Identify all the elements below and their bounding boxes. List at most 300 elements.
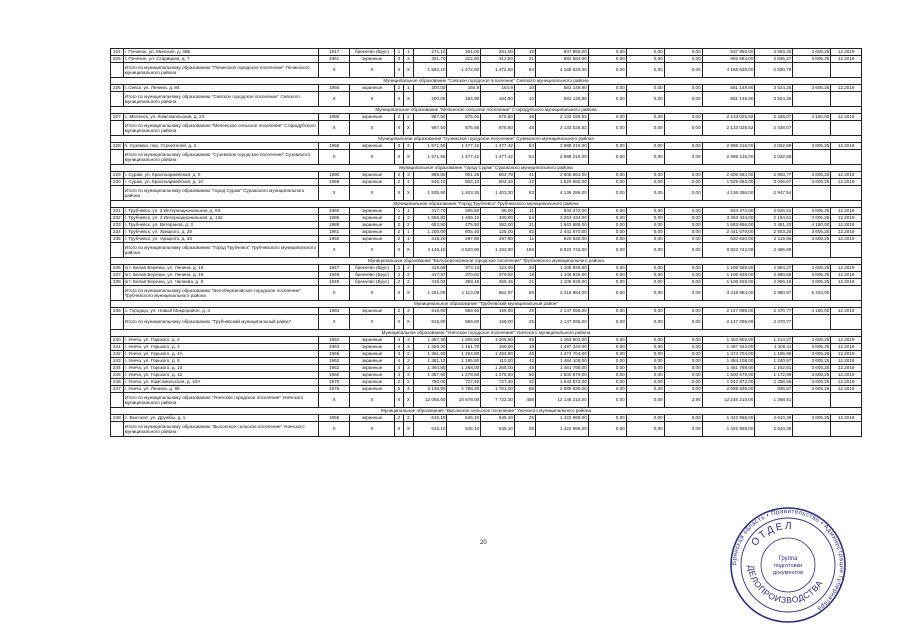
table-cell: 12.2019 [831, 85, 862, 92]
section-title: Муниципальное образование "Севское городское поселение" Севского муниципального района [111, 78, 862, 85]
table-cell: 0,00 [588, 49, 626, 56]
table-cell: 62 [514, 229, 535, 236]
table-cell: 0,00 [626, 265, 664, 272]
address-cell: г. Почечин, ул. Старицкая, д. 7 [123, 56, 318, 63]
table-cell: 0,00 [588, 186, 626, 201]
table-cell: 1963 [318, 344, 350, 351]
section-header-row [111, 165, 862, 172]
table-cell: 0,00 [664, 150, 702, 165]
table-cell: X [394, 315, 403, 330]
table-cell: 1 529 682,00 [536, 179, 589, 186]
table-cell: 2 470,77 [755, 308, 793, 315]
table-cell: X [404, 92, 413, 107]
table-cell: 0,00 [588, 279, 626, 286]
table-cell: экранные [350, 386, 394, 393]
table-cell: 0,00 [664, 379, 702, 386]
table-cell [831, 186, 862, 201]
table-cell: 20 [514, 265, 535, 272]
table-cell: 63 [514, 186, 535, 201]
table-cell: 12.2019 [831, 222, 862, 229]
table-cell: 5 [394, 386, 403, 393]
section-header-row [111, 107, 862, 114]
table-cell: X [318, 286, 350, 301]
table-cell: 0,00 [588, 344, 626, 351]
table-cell: экранные [350, 222, 394, 229]
table-cell: 0,00 [626, 272, 664, 279]
table-cell: 2 022,59 [755, 150, 793, 165]
table-cell: X [394, 286, 403, 301]
table-cell: 318,20 [413, 236, 447, 243]
table-cell: X [318, 393, 350, 408]
table-cell: брекчево (Брус) [350, 279, 394, 286]
table-cell: 3 605,25 [793, 85, 831, 92]
table-cell: 2 [404, 279, 413, 286]
table-cell: 1948 [318, 272, 350, 279]
table-cell [111, 63, 124, 78]
table-cell: 1 663 686,00 [536, 222, 589, 229]
table-cell: X [404, 315, 413, 330]
table-cell: 0,00 [626, 49, 664, 56]
table-cell: 1 193,80 [481, 243, 515, 258]
section-title: Муниципальное образование "Высокское сельское поселение" Унечского муниципального района [111, 408, 862, 415]
table-cell: 0,00 [626, 222, 664, 229]
section-title: Муниципальное образование "Белоберезковское городское поселение" Трубчевского муниципального района [111, 258, 862, 265]
table-cell: 58,00 [481, 208, 515, 215]
table-cell: 0,00 [626, 179, 664, 186]
table-cell: 19 [514, 344, 535, 351]
table-cell: 10 [514, 92, 535, 107]
table-cell: 805,40 [447, 229, 481, 236]
table-cell: 0,00 [588, 415, 626, 422]
table-cell: 0,00 [664, 279, 702, 286]
table-cell: 1 469,10 [447, 215, 481, 222]
table-cell: 1 562,10 [413, 63, 447, 78]
address-cell: пгт. Белая Березка, ул. Ленина, д. 18 [123, 272, 318, 279]
table-cell: 231 [111, 208, 124, 215]
table-cell: 8 823 742,00 [536, 243, 589, 258]
table-cell: 11 [514, 236, 535, 243]
table-cell: 2 [404, 222, 413, 229]
table-cell [111, 315, 124, 330]
table-cell: X [350, 422, 394, 437]
table-cell: X [350, 92, 394, 107]
table-cell: 0,00 [626, 308, 664, 315]
table-cell: 232 [111, 215, 124, 222]
table-cell: 0,00 [664, 415, 702, 422]
table-cell: брекчево (Брус) [350, 49, 394, 56]
table-cell: 4 [394, 344, 403, 351]
table-cell: 3 593,30 [755, 49, 793, 56]
table-cell: 2 788,40 [447, 386, 481, 393]
table-cell: X [350, 150, 394, 165]
table-cell: 3 605,25 [793, 179, 831, 186]
table-cell: 0,00 [626, 393, 664, 408]
table-cell: 235 [111, 236, 124, 243]
table-cell: 4 [394, 351, 403, 358]
table-cell: 0,00 [588, 92, 626, 107]
table-cell: 243 [111, 358, 124, 365]
table-cell: 475,50 [447, 222, 481, 229]
table-cell: 1 [404, 236, 413, 243]
address-cell: п. Суземка, пер. Строителей, д. 2 [123, 143, 318, 150]
address-cell: г. Унеча, ул. Горького, д. 4 [123, 344, 318, 351]
table-cell: 937 850,00 [536, 49, 589, 56]
table-cell: экранные [350, 229, 394, 236]
table-cell: 2 606 564,00 [702, 172, 755, 179]
table-cell [793, 121, 831, 136]
address-cell: Итого по муниципальному образованию "Трубчевский муниципальный район" [123, 315, 318, 330]
table-cell: 3 [404, 344, 413, 351]
table-cell: 875,60 [481, 121, 515, 136]
table-cell: 0,00 [588, 243, 626, 258]
table-cell: 3 524,25 [755, 85, 793, 92]
table-cell: 1 106 928,00 [536, 265, 589, 272]
table-cell: 1962 [318, 365, 350, 372]
table-cell: 22 [514, 179, 535, 186]
table-cell: 615,10 [413, 415, 447, 422]
table-cell: 240 [111, 337, 124, 344]
subtotal-row [111, 315, 862, 330]
table-cell: 12.2019 [831, 379, 862, 386]
table-cell: 3 605,25 [793, 365, 831, 372]
table-cell: 1 474 704,00 [702, 351, 755, 358]
table-cell: 620 630,00 [536, 236, 589, 243]
table-cell: 3 605,25 [793, 172, 831, 179]
table-cell: 0,00 [626, 315, 664, 330]
table-cell: 3 318 984,00 [702, 286, 755, 301]
table-cell: 0,00 [664, 365, 702, 372]
table-cell: 1 535,90 [413, 186, 447, 201]
table-cell: X [394, 150, 403, 165]
address-cell: пгт. Белая Березка, ул. Ленина, д. 16 [123, 265, 318, 272]
table-cell: X [318, 243, 350, 258]
address-cell: г. Унеча, ул. Горького, д. 4А [123, 351, 318, 358]
subtotal-row [111, 422, 862, 437]
address-cell: Итого по муниципальному образованию "Починское городское поселение" Починского муниципального района [123, 63, 318, 78]
table-cell: 1969 [318, 179, 350, 186]
table-cell: 0,00 [626, 279, 664, 286]
table-cell: X [404, 121, 413, 136]
table-cell: 225 [111, 56, 124, 63]
table-cell: 1 477,42 [447, 143, 481, 150]
table-cell: 48 [514, 114, 535, 121]
table-cell: 2 [394, 415, 403, 422]
section-title: Муниципальное образование "Трубчевский муниципальный район" [111, 301, 862, 308]
table-cell: 200,00 [413, 85, 447, 92]
table-cell: 2 470,77 [755, 315, 793, 330]
table-cell: экранные [350, 351, 394, 358]
table-cell: 1 165,95 [755, 351, 793, 358]
table-cell: 54 [514, 150, 535, 165]
table-cell: экранные [350, 308, 394, 315]
table-cell: 330,00 [481, 215, 515, 222]
table-cell: 12.2019 [831, 114, 862, 121]
table-cell: 0,00 [588, 121, 626, 136]
table-cell: 4 180,00 [793, 222, 831, 229]
table-cell: 1 403,30 [481, 186, 515, 201]
table-cell [831, 63, 862, 78]
table-cell: 1 251,09 [413, 286, 447, 301]
table-cell: 0,00 [588, 208, 626, 215]
table-cell [111, 286, 124, 301]
address-cell: г. Трубчевск, ул. Урицкого, д. 29 [123, 229, 318, 236]
table-cell: 0,00 [664, 422, 702, 437]
table-cell: 989,80 [413, 172, 447, 179]
table-row [111, 85, 862, 92]
table-cell: 3 605,25 [793, 337, 831, 344]
table-cell: 0,00 [626, 386, 664, 393]
address-cell: Итого по муниципальному образованию "Высокское сельское поселение" Унечского муниципального района [123, 422, 318, 437]
table-cell: 383,00 [481, 222, 515, 229]
table-row [111, 143, 862, 150]
table-cell: 2 133 026,52 [702, 121, 755, 136]
table-cell: 0,00 [588, 379, 626, 386]
table-row [111, 379, 862, 386]
table-cell: 3 605,25 [793, 49, 831, 56]
table-cell: 0,00 [664, 337, 702, 344]
table-cell [111, 121, 124, 136]
table-cell: 1986 [318, 222, 350, 229]
table-cell: X [394, 63, 403, 78]
table-cell: 3,95 [664, 393, 702, 408]
table-cell: 12.2019 [831, 344, 862, 351]
table-cell: 892 584,00 [702, 56, 755, 63]
table-cell: 239 [111, 308, 124, 315]
table-cell: экранные [350, 179, 394, 186]
section-header-row [111, 408, 862, 415]
subtotal-row [111, 150, 862, 165]
seal-arc-top: ОТДЕЛ [749, 520, 794, 549]
table-cell: 317,70 [413, 208, 447, 215]
table-cell: 875,66 [447, 121, 481, 136]
table-cell: экранные [350, 85, 394, 92]
table-cell: 1988 [318, 114, 350, 121]
table-cell: 0,00 [626, 121, 664, 136]
table-cell: 415,03 [413, 279, 447, 286]
table-cell: 2 [394, 379, 403, 386]
table-cell: 581 149,80 [702, 92, 755, 107]
table-cell: 110,00 [481, 358, 515, 365]
table-cell: 0,00 [588, 393, 626, 408]
table-cell: 59 [514, 286, 535, 301]
table-cell: 3 046,67 [755, 179, 793, 186]
table-cell: экранные [350, 415, 394, 422]
table-cell: 2 830,79 [755, 63, 793, 78]
subtotal-row [111, 121, 862, 136]
table-cell: 916,00 [413, 315, 447, 330]
table-cell: 2 194,61 [755, 215, 793, 222]
table-cell: 1 403,30 [447, 186, 481, 201]
table-cell: 1 571,55 [413, 143, 447, 150]
table-cell: 875,60 [481, 114, 515, 121]
table-cell: X [318, 92, 350, 107]
table-cell: 4 [394, 358, 403, 365]
table-cell: 12.2019 [831, 208, 862, 215]
table-cell: 0,00 [626, 337, 664, 344]
table-cell: 50 [514, 372, 535, 379]
table-cell: 261,00 [447, 49, 481, 56]
table-cell: 2 [404, 265, 413, 272]
table-cell: 2 [394, 265, 403, 272]
table-cell: 1 [394, 49, 403, 56]
table-cell: 1 422 968,00 [536, 422, 589, 437]
table-cell: 0,00 [626, 143, 664, 150]
table-cell [793, 150, 831, 165]
table-cell: 936,97 [755, 386, 793, 393]
table-cell: 3 605,25 [793, 56, 831, 63]
table-cell: 1976 [318, 386, 350, 393]
table-cell: 12.2019 [831, 372, 862, 379]
table-cell: 271,10 [413, 49, 447, 56]
table-cell: 312,60 [447, 56, 481, 63]
table-cell: 88 [514, 386, 535, 393]
table-cell: 12.2019 [831, 358, 862, 365]
table-cell: 41 [514, 172, 535, 179]
table-cell: 2 [404, 272, 413, 279]
table-cell: 297,80 [447, 236, 481, 243]
table-cell [111, 422, 124, 437]
table-cell: X [318, 63, 350, 78]
table-cell: 2 [394, 179, 403, 186]
subtotal-row [111, 63, 862, 78]
table-cell: 2 988 216,00 [702, 143, 755, 150]
table-cell: 228 [111, 143, 124, 150]
table-cell: экранные [350, 143, 394, 150]
table-cell: 18 [514, 272, 535, 279]
table-cell: 244 [111, 365, 124, 372]
table-cell: 224 [111, 49, 124, 56]
table-cell: 54 [514, 215, 535, 222]
table-cell: 3 605,25 [793, 379, 831, 386]
table-cell: 0,00 [626, 186, 664, 201]
table-cell: 248 [111, 415, 124, 422]
table-cell: 418,69 [413, 265, 447, 272]
table-cell: 0,00 [664, 272, 702, 279]
table-row [111, 351, 862, 358]
table-cell: 1 [394, 208, 403, 215]
table-cell: X [404, 243, 413, 258]
table-cell: 25 [514, 415, 535, 422]
table-cell: 4 136 286,00 [702, 186, 755, 201]
table-cell: 2 [394, 172, 403, 179]
table-cell: 200,00 [413, 92, 447, 107]
table-cell: 0,00 [626, 351, 664, 358]
table-cell: 1 761,00 [481, 386, 515, 393]
table-cell: 0,00 [588, 236, 626, 243]
table-cell: 0,00 [664, 172, 702, 179]
table-cell: 2 133 026,52 [536, 121, 589, 136]
table-cell: 615,10 [413, 422, 447, 437]
table-cell: X [318, 150, 350, 165]
table-cell: 1 500 576,00 [536, 372, 589, 379]
table-cell: 12 146 210,00 [702, 393, 755, 408]
table-cell: X [394, 92, 403, 107]
table-cell: 1 497 342,00 [702, 344, 755, 351]
table-cell: 987,50 [413, 114, 447, 121]
table-cell: 3 253 434,00 [536, 215, 589, 222]
table-cell: 3 [404, 372, 413, 379]
table-cell: 1947 [318, 265, 350, 272]
table-cell: 0,00 [626, 208, 664, 215]
table-cell: 2 436,07 [755, 114, 793, 121]
table-cell: 2 503,25 [755, 229, 793, 236]
table-cell: 0,00 [626, 236, 664, 243]
table-cell [831, 422, 862, 437]
table-cell: 7 722,30 [481, 393, 515, 408]
table-cell: 25 [514, 308, 535, 315]
seal-arc-bottom: ДЕЛОПРОИЗВОДСТВА [745, 564, 825, 606]
table-cell: 1961 [318, 56, 350, 63]
table-cell: 261,00 [481, 49, 515, 56]
table-cell: 1 642 872,00 [702, 379, 755, 386]
table-cell: 0,00 [664, 236, 702, 243]
table-cell: 1 200,00 [413, 229, 447, 236]
table-cell: X [350, 121, 394, 136]
table-cell: 246 [111, 379, 124, 386]
table-row [111, 337, 862, 344]
table-cell: 0,00 [626, 85, 664, 92]
table-cell: 2 689 836,00 [702, 386, 755, 393]
table-cell: 3 605,25 [793, 386, 831, 393]
table-cell: 15 [514, 49, 535, 56]
table-cell: 3 605,25 [793, 415, 831, 422]
table-cell [831, 286, 862, 301]
table-cell: 4 168 626,00 [536, 63, 589, 78]
address-cell: Итого по муниципальному образованию "Белоберезковское городское поселение" Трубчевского муниципального района [123, 286, 318, 301]
table-cell: 3 [404, 172, 413, 179]
table-cell: 834 372,00 [702, 208, 755, 215]
table-cell: 1 106 928,00 [536, 279, 589, 286]
table-cell: 0,00 [664, 114, 702, 121]
table-cell: 125,00 [481, 229, 515, 236]
table-cell: 1990 [318, 172, 350, 179]
table-cell: 502,10 [447, 179, 481, 186]
table-cell: 0,00 [626, 415, 664, 422]
seal-center-line-3: документов [772, 570, 804, 576]
address-cell: с. Городцы, ул. Новый Микрорайон, д. 3 [123, 308, 318, 315]
table-cell: 4 [394, 372, 403, 379]
table-cell: 10 878,00 [447, 393, 481, 408]
table-cell: 2 [404, 351, 413, 358]
table-row [111, 279, 862, 286]
address-cell: Итого по муниципальному образованию "Суземское городское поселение" Суземского муниципального района [123, 150, 318, 165]
section-header-row [111, 78, 862, 85]
table-cell: 25 [514, 315, 535, 330]
table-cell: 1 300,11 [755, 344, 793, 351]
table-row [111, 208, 862, 215]
table-cell: 169 [514, 243, 535, 258]
table-cell: X [404, 186, 413, 201]
table-cell: 3 605,25 [793, 351, 831, 358]
table-cell: X [394, 243, 403, 258]
table-cell: 1 172,99 [755, 372, 793, 379]
table-cell: 12.2019 [831, 308, 862, 315]
address-cell: Итого по муниципальному образованию "город Сураж" Суражского муниципального района [123, 186, 318, 201]
address-cell: г. Сураж, ул. Красноармейская, д. 10 [123, 179, 318, 186]
table-cell: 1 571,55 [413, 150, 447, 165]
table-cell: X [318, 422, 350, 437]
address-cell: Итого по муниципальному образованию "Город Трубчевск" Трубчевского муниципального района [123, 243, 318, 258]
table-cell: 3 605,25 [793, 236, 831, 243]
table-cell: 2 147 096,00 [702, 308, 755, 315]
table-cell: 12.2019 [831, 337, 862, 344]
table-cell: 0,00 [664, 286, 702, 301]
table-cell: экранные [350, 114, 394, 121]
table-cell: 1 326,30 [413, 344, 447, 351]
table-cell: 370,82 [481, 272, 515, 279]
address-cell: г. Севск, ул. Ленина, д. 84 [123, 85, 318, 92]
table-cell: 2 610,46 [755, 422, 793, 437]
